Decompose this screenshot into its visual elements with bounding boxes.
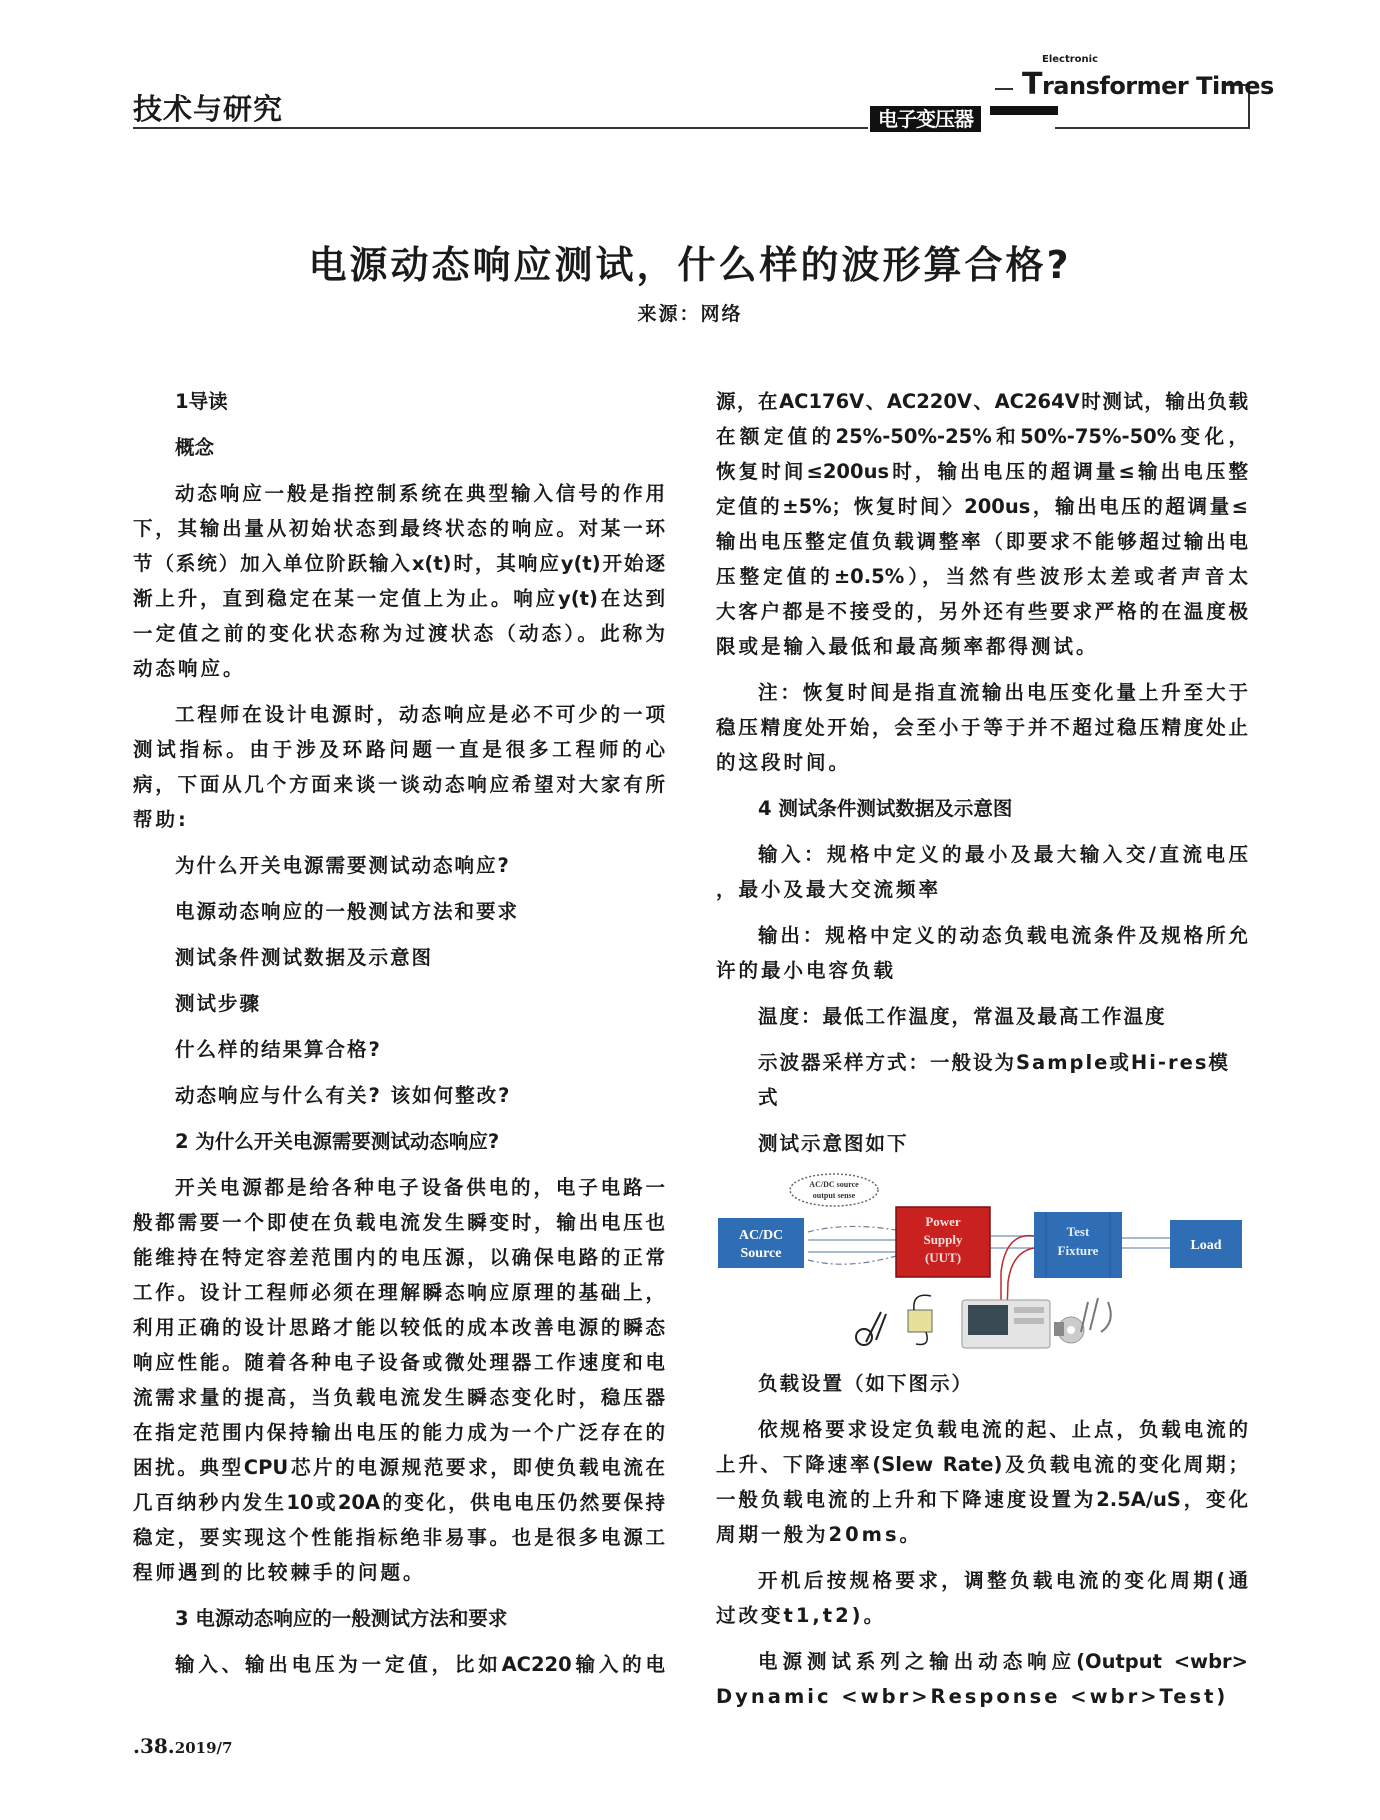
paragraph-line: 利用正确的设计思路才能以较低的成本改善电源的瞬态 [133,1316,665,1339]
paragraph [133,1170,665,1590]
header-rule [1055,127,1250,129]
uut-label: Power [925,1214,961,1229]
paragraph-line: ，最小及最大交流频率 [716,878,942,901]
probe-accessories-image [1054,1298,1111,1343]
paragraph-line: 般都需要一个即使在负载电流发生瞬变时，输出电压也 [133,1211,665,1234]
paragraph-line: 输入、输出电压为一定值，比如AC220输入的电 [175,1653,665,1676]
article-title: 电源动态响应测试，什么样的波形算合格? [308,243,1072,287]
paragraph-line: 压整定值的±0.5%），当然有些波形太差或者声音太 [716,565,1248,588]
logo-rest: ransformer Times [1041,72,1274,100]
sense-label: AC/DC source [809,1180,859,1189]
paragraph-line: 的这段时间。 [716,751,852,774]
paragraph-line: 周期一般为20ms。 [716,1523,923,1546]
text-line: 动态响应与什么有关? 该如何整改? [175,1084,512,1107]
paragraph-line: 依规格要求设定负载电流的起、止点，负载电流的 [758,1418,1248,1441]
magazine-logo-small: Electronic [1042,54,1099,65]
paragraph-line: 几百纳秒内发生10或20A的变化，供电电压仍然要保持 [133,1491,665,1514]
paragraph [133,476,665,686]
paragraph-line: 电源测试系列之输出动态响应(Output <wbr> [758,1650,1248,1673]
uut-label: Supply [923,1232,963,1247]
paragraph-line: 一般负载电流的上升和下降速度设置为2.5A/uS，变化 [716,1488,1248,1511]
fixture-label: Fixture [1057,1243,1099,1258]
article-source: 来源：网络 [637,303,743,325]
paragraph-line: 限或是输入最低和最高频率都得测试。 [716,635,1099,658]
paragraph [133,697,665,837]
paragraph-line: 大客户都是不接受的，另外还有些要求严格的在温度极 [716,600,1248,623]
paragraph-line: 渐上升，直到稳定在某一定值上为止。响应y(t)在达到 [133,587,665,610]
text-line: 测试示意图如下 [758,1132,909,1155]
paragraph-line: 病，下面从几个方面来谈一谈动态响应希望对大家有所 [133,773,665,796]
paragraph-line: 源，在AC176V、AC220V、AC264V时测试，输出负载 [716,390,1248,413]
text-line: 为什么开关电源需要测试动态响应? [175,854,511,877]
paragraph-line: 测试指标。由于涉及环路问题一直是很多工程师的心 [133,738,665,761]
paragraph-line: 输出电压整定值负载调整率（即要求不能够超过输出电 [716,530,1248,553]
paragraph-line: 许的最小电容负载 [716,959,897,982]
paragraph-line: 在指定范围内保持输出电压的能力成为一个广泛存在的 [133,1421,665,1444]
paragraph [716,1644,1248,1714]
paragraph-line: 恢复时间≤200us时，输出电压的超调量≤输出电压整 [716,460,1248,483]
paragraph-line: 过改变t1,t2)。 [716,1604,887,1627]
paragraph-line: 在额定值的25%-50%-25%和50%-75%-50%变化， [716,425,1248,448]
header-rule [995,88,1013,90]
paragraph-line: 工程师在设计电源时，动态响应是必不可少的一项 [175,703,665,726]
fixture-label: Test [1066,1224,1090,1239]
sense-line [808,1226,896,1264]
left-column [133,384,665,1693]
paragraph-line: 困扰。典型CPU芯片的电源规范要求，即使负载电流在 [133,1456,665,1479]
paragraph-line: 输入：规格中定义的最小及最大输入交/直流电压 [758,843,1248,866]
text-line: 什么样的结果算合格? [175,1038,382,1061]
sense-callout [790,1174,878,1206]
differential-probe-image [908,1295,932,1344]
section-heading: 1导读 [175,390,228,413]
paragraph-line: 动态响应一般是指控制系统在典型输入信号的作用 [175,482,665,505]
magazine-logo-cn: 电子变压器 [870,106,981,132]
oscilloscope-image [962,1300,1050,1348]
paragraph-line: 稳压精度处开始，会至小于等于并不超过稳压精度处止 [716,716,1248,739]
sense-label: output sense [812,1191,856,1200]
paragraph-line: 动态响应。 [133,657,246,680]
paragraph-line: 节（系统）加入单位阶跃输入x(t)时，其响应y(t)开始逐 [133,552,665,575]
page-number-value: .38. [133,1734,175,1758]
paragraph-line: 响应性能。随着各种电子设备或微处理器工作速度和电 [133,1351,665,1374]
logo-T: T [1022,67,1042,102]
magazine-logo-en [1022,67,1274,102]
paragraph [716,675,1248,780]
paragraph-line: 定值的±5%；恢复时间〉200us，输出电压的超调量≤ [716,495,1248,518]
paragraph-line: 一定值之前的变化状态称为过渡状态（动态）。此称为 [133,622,665,645]
paragraph-line: 注：恢复时间是指直流输出电压变化量上升至大于 [758,681,1248,704]
paragraph [716,837,1248,907]
text-line: 测试步骤 [175,992,262,1015]
paragraph-line: 能维持在特定容差范围内的电压源，以确保电路的正常 [133,1246,665,1269]
paragraph [133,1647,665,1682]
test-setup-diagram [716,1172,1248,1352]
paragraph-line: 上升、下降速率(Slew Rate)及负载电流的变化周期； [716,1453,1248,1476]
source-label: Source [740,1246,782,1261]
paragraph [716,1563,1248,1633]
section-heading: 4 测试条件测试数据及示意图 [758,797,1013,820]
paragraph-line: 流需求量的提高，当负载电流发生瞬态变化时，稳压器 [133,1386,665,1409]
text-line: 示波器采样方式：一般设为Sample或Hi-res模式 [758,1051,1230,1109]
paragraph-line: 开机后按规格要求，调整负载电流的变化周期(通 [758,1569,1248,1592]
uut-label: (UUT) [924,1250,962,1265]
paragraph-line: 帮助: [133,808,189,831]
paragraph-line: Dynamic <wbr>Response <wbr>Test) [716,1685,1229,1708]
section-label: 技术与研究 [133,92,284,126]
header-rule [133,127,868,129]
paragraph [716,1412,1248,1552]
issue-date: 2019/7 [174,1739,233,1757]
paragraph-line: 程师遇到的比较棘手的问题。 [133,1561,426,1584]
text-line: 负载设置（如下图示） [758,1372,974,1395]
current-probe-image [856,1312,886,1345]
text-line: 电源动态响应的一般测试方法和要求 [175,900,520,923]
load-label: Load [1190,1238,1222,1253]
paragraph-line: 下，其输出量从初始状态到最终状态的响应。对某一环 [133,517,665,540]
text-line: 测试条件测试数据及示意图 [175,946,434,969]
paragraph-line: 工作。设计工程师必须在理解瞬态响应原理的基础上， [133,1281,665,1304]
section-heading: 3 电源动态响应的一般测试方法和要求 [175,1607,508,1630]
source-label: AC/DC [738,1228,784,1243]
page-number [133,1733,232,1761]
paragraph [716,918,1248,988]
logo-bar [990,106,1058,115]
right-column [716,384,1248,1725]
paragraph [716,384,1248,664]
paragraph-line: 稳定，要实现这个性能指标绝非易事。也是很多电源工 [133,1526,665,1549]
paragraph-line: 开关电源都是给各种电子设备供电的，电子电路一 [175,1176,665,1199]
section-heading: 2 为什么开关电源需要测试动态响应? [175,1130,500,1153]
text-line: 温度：最低工作温度，常温及最高工作温度 [758,1005,1167,1028]
paragraph-line: 输出：规格中定义的动态负载电流条件及规格所允 [758,924,1248,947]
section-heading: 概念 [175,436,215,459]
